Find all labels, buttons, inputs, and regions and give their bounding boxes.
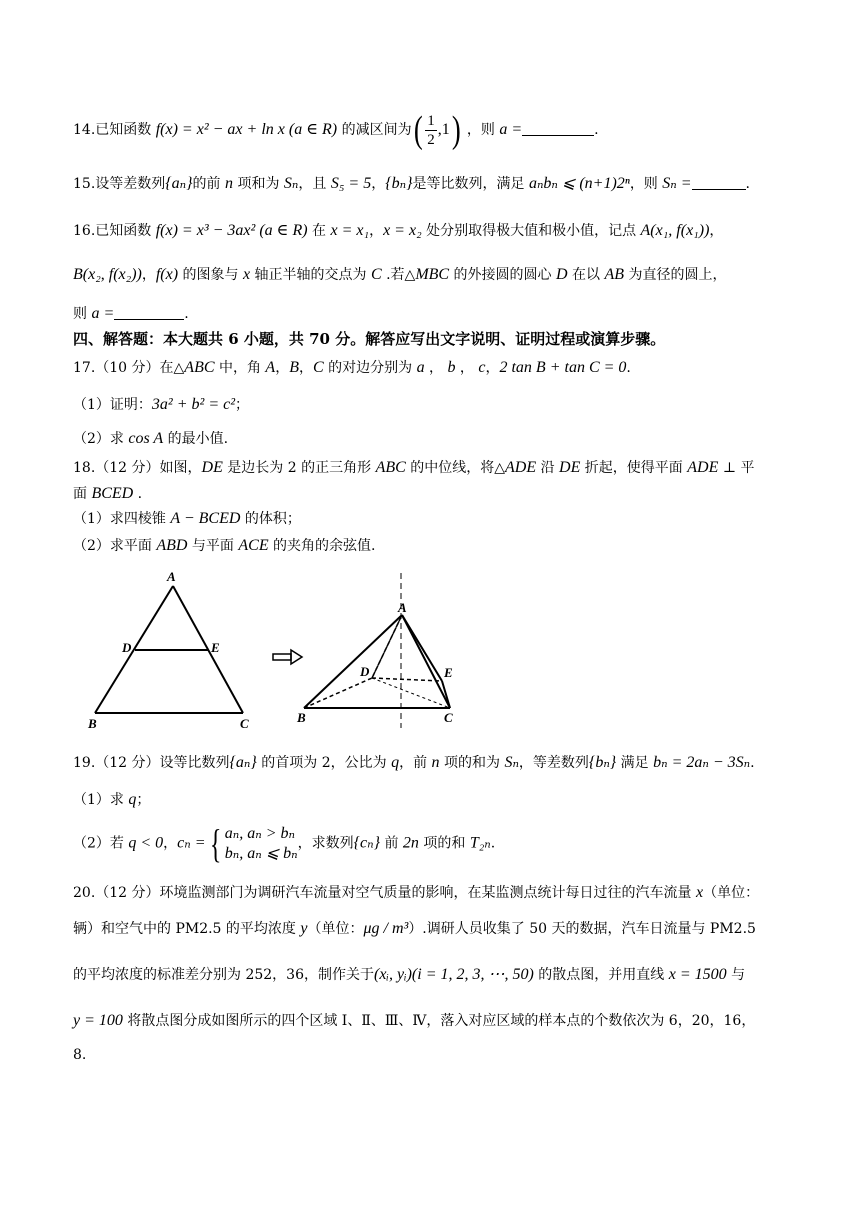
q16-l2-t1: ， [141, 267, 156, 283]
q15-t4: ， [371, 176, 386, 192]
q16-point-a: A(x₁, f(x₁)) [640, 222, 710, 239]
q18-prefix: 18.（12 分）如图， [73, 460, 202, 476]
q17-a: a [416, 359, 425, 376]
q16-l2-t7: 为直径的圆上， [624, 267, 727, 283]
q19-p2-end: . [490, 835, 496, 852]
q17-equation: 2 tan B + tan C = 0 [499, 359, 627, 376]
q17-p1-prefix: （1）证明： [73, 397, 152, 413]
left-label-e: E [211, 640, 220, 655]
q17-sep1: ， [424, 360, 448, 376]
q15-t6: ，则 [629, 176, 663, 192]
q16-l2-t4: .若△ [381, 267, 416, 283]
q18-de-2: DE [559, 459, 581, 476]
q17-p2-equation: cos A [128, 430, 164, 447]
right-label-d: D [360, 664, 370, 679]
q16-t2: ， [369, 223, 384, 239]
q18-de: DE [201, 459, 223, 476]
q20-l3-b: 的散点图，并用直线 [533, 967, 669, 983]
q19-p2-seq: {cₙ} [353, 834, 380, 852]
q19-n: n [431, 754, 440, 771]
q17-t1: 中，角 [214, 360, 266, 376]
q19-p1-q: q [128, 791, 137, 808]
q16-point-b: B(x₂, f(x₂)) [73, 266, 142, 283]
q20-unit: μg / m³ [363, 920, 409, 937]
q19-t3: 项的和为 [439, 755, 505, 771]
question-16-line-1 [73, 220, 723, 240]
question-20-line-4 [73, 1010, 755, 1030]
q16-end: . [184, 306, 189, 322]
q18-t4: 折起，使得平面 [580, 460, 688, 476]
question-14 [73, 108, 599, 152]
q18-p2-mid: 与平面 [187, 538, 239, 554]
q19-case-2: bₙ, aₙ ⩽ bₙ [224, 844, 298, 862]
q18-p2-prefix: （2）求平面 [73, 538, 157, 554]
q18-p1-equation: A − BCED [170, 510, 241, 527]
q14-right-paren: ) [451, 109, 461, 151]
q19-p2-t3: 前 [380, 835, 403, 852]
q20-x: x [695, 884, 704, 901]
q20-l5: 8. [73, 1047, 87, 1063]
q16-function: f(x) = x³ − 3ax² (a ∈ R) [155, 222, 308, 239]
q17-end: . [626, 360, 631, 376]
question-19-line-1 [73, 752, 755, 772]
q14-var: a = [499, 121, 523, 138]
q18-t5: ⊥ 平 [718, 460, 755, 476]
question-17-line-1 [73, 357, 631, 377]
question-18-part-2 [73, 535, 376, 555]
q16-x2: x = x₂ [383, 222, 422, 239]
right-label-e: E [444, 665, 453, 680]
q16-x1: x = x₁ [330, 222, 370, 239]
q14-frac-den: 2 [427, 131, 435, 148]
q17-c: c [478, 359, 486, 376]
question-16-line-3 [73, 303, 189, 323]
q19-t1: 的首项为 2，公比为 [256, 755, 392, 771]
q19-p2-t1: ， [163, 835, 178, 852]
q19-p1-prefix: （1）求 [73, 792, 129, 808]
q16-l2-t5: 的外接圆的圆心 [449, 267, 557, 283]
q19-q: q [391, 754, 400, 771]
q17-c-angle: C [312, 359, 324, 376]
q20-x-line: x = 1500 [668, 966, 727, 983]
q16-l2-t3: 轴正半轴的交点为 [250, 267, 371, 283]
q20-l2-c: ）.调研人员收集了 50 天的数据，汽车日流量与 PM2.5 [408, 921, 756, 937]
q17-abc: ABC [184, 359, 215, 376]
question-17-part-2 [73, 428, 228, 448]
q18-ace: ACE [238, 537, 269, 554]
q15-s5: S₅ = 5 [330, 175, 372, 192]
q15-answer-var: Sₙ = [662, 175, 692, 192]
q18-ade-2: ADE [687, 459, 719, 476]
q14-after: ，则 [462, 122, 500, 138]
right-label-c: C [444, 710, 453, 725]
q18-abd: ABD [156, 537, 188, 554]
q17-t5: ， [485, 360, 500, 376]
q17-p2-prefix: （2）求 [73, 431, 129, 447]
left-label-d: D [122, 640, 132, 655]
q16-t1: 在 [307, 223, 331, 239]
q16-ab: AB [604, 266, 625, 283]
q17-sep2: ， [455, 360, 479, 376]
q16-d: D [556, 266, 568, 283]
question-20-line-1 [73, 882, 759, 902]
q20-l2-b: （单位： [307, 921, 364, 937]
q15-t3: ，且 [298, 176, 331, 192]
q15-prefix: 15.设等差数列 [73, 176, 166, 192]
q14-end: . [594, 122, 599, 138]
q19-p2-t2n: T₂ₙ [469, 834, 491, 852]
q19-t2: ，前 [399, 755, 432, 771]
q16-l2-t2: 的图象与 [178, 267, 243, 283]
right-pyramid [304, 573, 450, 728]
q19-prefix: 19.（12 分）设等比数列 [73, 755, 230, 771]
q14-answer-blank[interactable] [522, 135, 594, 136]
q19-p2-t2: ，求数列 [297, 835, 354, 852]
q16-mbc: MBC [415, 266, 450, 283]
question-15 [73, 173, 750, 193]
q16-answer-var: a = [91, 305, 115, 322]
q18-ade: ADE [505, 459, 537, 476]
q17-p1-equation: 3a² + b² = c² [151, 396, 236, 413]
q15-answer-blank[interactable] [692, 189, 746, 190]
q20-line1-end: （单位： [703, 885, 760, 901]
q19-cases [225, 824, 298, 864]
q19-p2-prefix: （2）若 [73, 835, 129, 852]
q18-figure [80, 568, 480, 733]
left-label-b: B [88, 716, 97, 731]
q18-abc: ABC [375, 459, 406, 476]
q18-p1-prefix: （1）求四棱锥 [73, 511, 171, 527]
q14-left-paren: ( [413, 109, 423, 151]
q17-prefix: 17.（10 分）在△ [73, 360, 185, 376]
left-brace-icon: { [209, 821, 221, 866]
q14-fraction [425, 112, 437, 149]
right-label-b: B [297, 710, 306, 725]
question-20-line-2 [73, 918, 756, 938]
question-18-line-2 [73, 483, 142, 503]
q15-end: . [745, 176, 750, 192]
q20-l4-a: 将散点图分成如图所示的四个区域 Ⅰ、Ⅱ、Ⅲ、Ⅳ，落入对应区域的样本点的个数依次为 6，20，16， [122, 1013, 756, 1029]
q16-x: x [242, 266, 251, 283]
q17-t3: ， [298, 360, 313, 376]
question-19-part-2 [73, 820, 495, 867]
question-20-line-3 [73, 964, 745, 984]
q19-t5: 满足 [616, 755, 654, 771]
q19-p2-2n: 2n [402, 834, 419, 852]
q20-y-line: y = 100 [73, 1012, 123, 1029]
q20-l3-a: 的平均浓度的标准差分别为 252，36，制作关于 [73, 967, 374, 983]
q17-t4: 的对边分别为 [323, 360, 417, 376]
q15-n: n [225, 175, 233, 192]
left-label-c: C [240, 716, 249, 731]
q19-piecewise [206, 820, 298, 867]
q16-c: C [370, 266, 382, 283]
left-triangle [95, 586, 243, 713]
q17-p1-end: ； [235, 397, 250, 413]
q15-t1: 的前 [192, 176, 225, 192]
q19-equation: bₙ = 2aₙ − 3Sₙ [653, 754, 751, 771]
right-label-a: A [398, 600, 407, 615]
q18-t3: 沿 [536, 460, 560, 476]
q19-p1-end: ； [136, 792, 151, 808]
q17-a-angle: A [265, 359, 276, 376]
q18-l2-prefix: 面 [73, 486, 92, 502]
q19-seq-a: {aₙ} [229, 754, 257, 771]
q15-inequality: aₙbₙ ⩽ (n+1)2ⁿ [528, 175, 630, 192]
q18-t1: 是边长为 2 的正三角形 [222, 460, 376, 476]
q14-frac-num: 1 [427, 112, 435, 129]
q20-l2-a: 辆）和空气中的 PM2.5 的平均浓度 [73, 921, 301, 937]
q16-t3: 处分别取得极大值和极小值，记点 [421, 223, 641, 239]
question-19-part-1 [73, 789, 150, 809]
q19-sn: Sₙ [504, 754, 519, 771]
q20-points: (xᵢ, yᵢ)(i = 1, 2, 3, ⋯, 50) [374, 966, 534, 983]
question-18-line-1 [73, 457, 754, 477]
question-17-part-1 [73, 394, 249, 414]
q15-t2: 项和为 [233, 176, 284, 192]
q15-seq-a: {aₙ} [165, 175, 193, 192]
q15-sn: Sₙ [283, 175, 299, 192]
q18-l2-end: . [133, 486, 143, 502]
question-16-line-2 [73, 264, 726, 284]
q19-p2-cn: cₙ = [177, 834, 206, 852]
q14-interval-end: ,1 [437, 121, 450, 138]
q20-line1-text: 20.（12 分）环境监测部门为调研汽车流量对空气质量的影响，在某监测点统计每日过往的汽车流量 [73, 885, 696, 901]
q19-t4: ，等差数列 [518, 755, 589, 771]
q17-b: b [447, 359, 456, 376]
q17-t2: ， [275, 360, 290, 376]
q16-t4: ， [709, 223, 724, 239]
q18-t2: 的中位线，将△ [405, 460, 506, 476]
q19-p2-condition: q < 0 [128, 834, 164, 852]
q14-function: f(x) = x² − ax + ln x (a ∈ R) [155, 121, 338, 138]
q16-fx: f(x) [155, 266, 179, 283]
q18-p2-end: 的夹角的余弦值. [268, 538, 376, 554]
q18-p1-end: 的体积； [240, 511, 301, 527]
q14-prefix: 14.已知函数 [73, 122, 156, 138]
q16-l2-t6: 在以 [567, 267, 605, 283]
q19-case-1: aₙ, aₙ > bₙ [224, 824, 295, 842]
section-4-heading: 四、解答题：本大题共 6 小题，共 70 分。解答应写出文字说明、证明过程或演算步骤。 [73, 330, 666, 348]
q15-seq-b: {bₙ} [385, 175, 413, 192]
question-20-line-5 [73, 1047, 86, 1063]
q16-answer-blank[interactable] [114, 319, 184, 320]
q20-y: y [300, 920, 308, 937]
q17-b-angle: B [289, 359, 299, 376]
fold-arrow-icon [273, 650, 302, 664]
question-18-part-1 [73, 508, 301, 528]
left-label-a: A [167, 569, 176, 584]
q18-bced: BCED [91, 485, 134, 502]
q19-end: . [750, 755, 755, 771]
q16-l3-prefix: 则 [73, 306, 92, 322]
q19-seq-b: {bₙ} [588, 754, 617, 771]
q20-l3-c: 与 [726, 967, 746, 983]
q19-p2-t4: 项的和 [418, 835, 470, 852]
q15-t5: 是等比数列，满足 [412, 176, 529, 192]
q17-p2-end: 的最小值. [163, 431, 229, 447]
q16-prefix: 16.已知函数 [73, 223, 156, 239]
q14-middle: 的减区间为 [337, 122, 412, 138]
